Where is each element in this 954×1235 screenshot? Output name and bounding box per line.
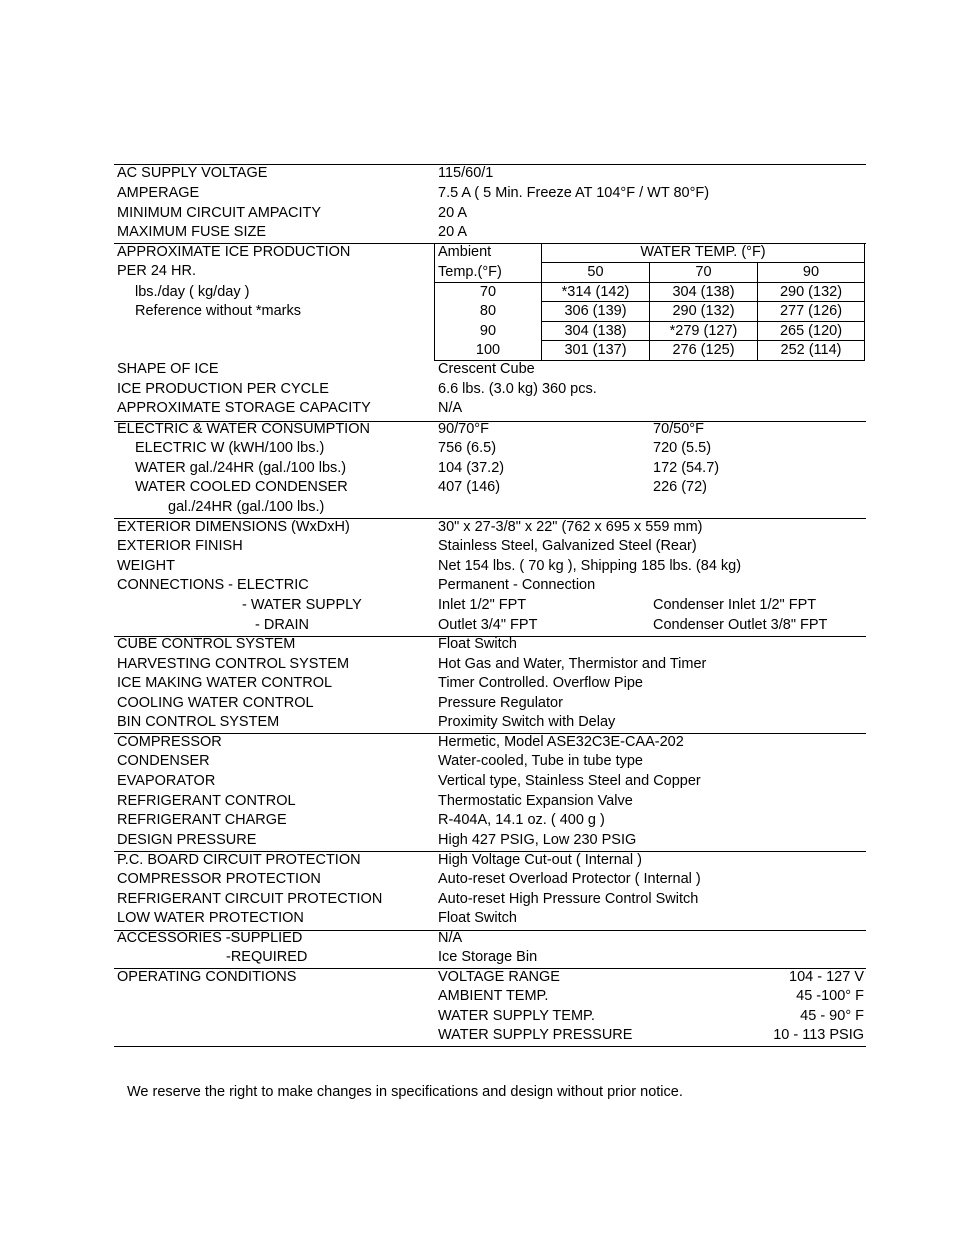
spec-label: DESIGN PRESSURE [117,832,257,848]
production-cell: 304 (138) [672,284,735,300]
production-cell: 277 (126) [779,303,843,319]
consumption-title: ELECTRIC & WATER CONSUMPTION [117,421,370,437]
ambient-header: Ambient [438,244,492,260]
production-cell: 252 (114) [780,342,842,358]
spec-value: Condenser Outlet 3/8" FPT [653,617,828,633]
rule-bottom [114,1046,866,1047]
spec-label: APPROXIMATE STORAGE CAPACITY [117,400,371,416]
spec-value: Ice Storage Bin [438,949,538,965]
spec-value: Vertical type, Stainless Steel and Copper [438,773,701,789]
grid-line [541,340,865,341]
consumption-col2: 70/50°F [653,421,704,437]
spec-label: - WATER SUPPLY [242,597,362,613]
spec-label: SHAPE OF ICE [117,361,219,377]
spec-value: 6.6 lbs. (3.0 kg) 360 pcs. [438,381,597,397]
spec-label: LOW WATER PROTECTION [117,910,304,926]
spec-value: Hot Gas and Water, Thermistor and Timer [438,656,707,672]
spec-label: AMPERAGE [117,185,200,201]
spec-label: ICE PRODUCTION PER CYCLE [117,381,329,397]
spec-label: VOLTAGE RANGE [438,969,560,985]
spec-label: MINIMUM CIRCUIT AMPACITY [117,205,322,221]
ambient-value: 100 [475,342,501,358]
spec-value: 104 - 127 V [789,969,864,985]
spec-label: EXTERIOR FINISH [117,538,243,554]
spec-label: COMPRESSOR [117,734,222,750]
spec-label: WATER SUPPLY PRESSURE [438,1027,633,1043]
production-cell: 306 (139) [564,303,627,319]
spec-value: Stainless Steel, Galvanized Steel (Rear) [438,538,697,554]
water-temp-70: 70 [695,264,712,280]
spec-value: Outlet 3/4" FPT [438,617,538,633]
production-cell: *279 (127) [669,323,738,339]
spec-label: P.C. BOARD CIRCUIT PROTECTION [117,852,361,868]
spec-value: Timer Controlled. Overflow Pipe [438,675,643,691]
ice-production-subtitle: PER 24 HR. [117,263,196,279]
spec-value: 104 (37.2) [438,460,505,476]
temp-header: Temp.(°F) [438,264,502,280]
spec-value: Inlet 1/2" FPT [438,597,527,613]
spec-label: AMBIENT TEMP. [438,988,549,1004]
grid-line [541,321,865,322]
spec-label: BIN CONTROL SYSTEM [117,714,280,730]
operating-title: OPERATING CONDITIONS [117,969,297,985]
spec-label: REFRIGERANT CIRCUIT PROTECTION [117,891,383,907]
spec-value: N/A [438,930,463,946]
spec-value: 226 (72) [653,479,708,495]
spec-value: Pressure Regulator [438,695,563,711]
production-cell: 290 (132) [672,303,735,319]
spec-value: 407 (146) [438,479,501,495]
spec-label: AC SUPPLY VOLTAGE [117,165,268,181]
ice-production-note: Reference without *marks [135,303,302,319]
spec-label: WEIGHT [117,558,175,574]
spec-value: 7.5 A ( 5 Min. Freeze AT 104°F / WT 80°F) [438,185,710,201]
water-temp-90: 90 [802,264,820,280]
spec-label: MAXIMUM FUSE SIZE [117,224,267,240]
spec-value: Auto-reset High Pressure Control Switch [438,891,699,907]
spec-label: - DRAIN [255,617,309,633]
spec-value: Auto-reset Overload Protector ( Internal ) [438,871,701,887]
water-temp-50: 50 [587,264,604,280]
spec-label: WATER gal./24HR (gal./100 lbs.) [135,460,347,476]
spec-label: gal./24HR (gal./100 lbs.) [168,499,325,515]
production-cell: 265 (120) [779,323,843,339]
spec-label: WATER COOLED CONDENSER [135,479,348,495]
spec-label: -REQUIRED [226,949,308,965]
spec-value: 20 A [438,224,468,240]
spec-value: High 427 PSIG, Low 230 PSIG [438,832,637,848]
ice-production-title: APPROXIMATE ICE PRODUCTION [117,244,351,260]
spec-label: COMPRESSOR PROTECTION [117,871,321,887]
production-cell: 301 (137) [564,342,627,358]
production-cell: 304 (138) [564,323,627,339]
spec-value: Float Switch [438,636,517,652]
spec-value: Proximity Switch with Delay [438,714,616,730]
spec-label: WATER SUPPLY TEMP. [438,1008,595,1024]
spec-label: CONDENSER [117,753,210,769]
spec-label: COOLING WATER CONTROL [117,695,314,711]
spec-value: Hermetic, Model ASE32C3E-CAA-202 [438,734,684,750]
spec-value: Condenser Inlet 1/2" FPT [653,597,817,613]
spec-value: 172 (54.7) [653,460,720,476]
grid-line [434,282,865,283]
ambient-value: 80 [479,303,497,319]
spec-value: 20 A [438,205,468,221]
spec-label: ICE MAKING WATER CONTROL [117,675,333,691]
spec-label: ACCESSORIES -SUPPLIED [117,930,303,946]
spec-value: N/A [438,400,463,416]
production-cell: 276 (125) [672,342,735,358]
spec-value: Thermostatic Expansion Valve [438,793,633,809]
spec-label: ELECTRIC W (kWH/100 lbs.) [135,440,325,456]
spec-label: REFRIGERANT CONTROL [117,793,296,809]
spec-label: REFRIGERANT CHARGE [117,812,287,828]
ice-production-unit: lbs./day ( kg/day ) [135,284,250,300]
spec-value: 45 -100° F [796,988,864,1004]
spec-label: CONNECTIONS - ELECTRIC [117,577,309,593]
ambient-value: 90 [479,323,497,339]
spec-label: EXTERIOR DIMENSIONS (WxDxH) [117,519,350,535]
spec-value: Net 154 lbs. ( 70 kg ), Shipping 185 lbs. (84 kg) [438,558,742,574]
spec-value: R-404A, 14.1 oz. ( 400 g ) [438,812,605,828]
spec-value: 756 (6.5) [438,440,497,456]
spec-label: HARVESTING CONTROL SYSTEM [117,656,350,672]
water-temp-header: WATER TEMP. (°F) [640,244,766,260]
spec-label: EVAPORATOR [117,773,216,789]
spec-value: Water-cooled, Tube in tube type [438,753,643,769]
production-cell: 290 (132) [779,284,843,300]
spec-value: 720 (5.5) [653,440,712,456]
production-cell: *314 (142) [561,284,630,300]
spec-value: 10 - 113 PSIG [773,1027,864,1043]
spec-value: Permanent - Connection [438,577,596,593]
spec-label: CUBE CONTROL SYSTEM [117,636,296,652]
footer-note: We reserve the right to make changes in specifications and design without prior notice. [127,1084,683,1100]
spec-value: Float Switch [438,910,517,926]
spec-value: 115/60/1 [438,165,494,181]
grid-line [541,262,865,263]
consumption-col1: 90/70°F [438,421,489,437]
grid-line [541,301,865,302]
spec-value: 45 - 90° F [800,1008,864,1024]
spec-value: Crescent Cube [438,361,535,377]
spec-value: High Voltage Cut-out ( Internal ) [438,852,642,868]
spec-value: 30" x 27-3/8" x 22" (762 x 695 x 559 mm) [438,519,703,535]
ambient-value: 70 [479,284,497,300]
